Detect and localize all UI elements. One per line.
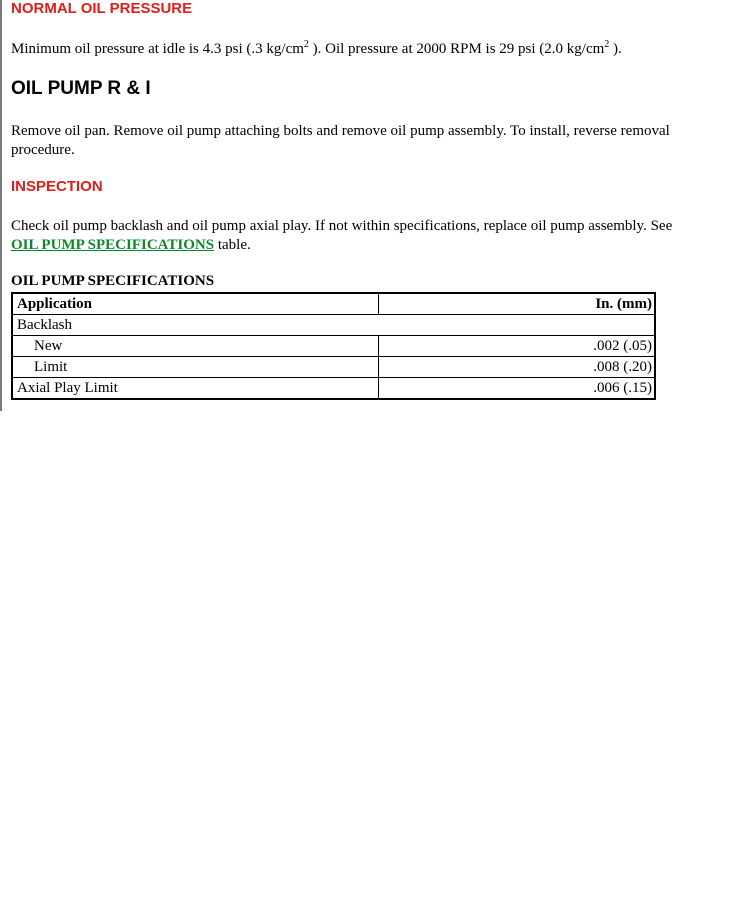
- inspection-text-2: table.: [214, 237, 251, 253]
- header-in-mm: In. (mm): [379, 293, 656, 315]
- oil-pressure-text-2: ). Oil pressure at 2000 RPM is 29 psi (2.0 kg/cm: [308, 41, 605, 57]
- oil-pump-spec-table: [11, 292, 656, 400]
- paragraph-inspection: [11, 217, 681, 255]
- table-header-row: [12, 293, 655, 315]
- row-label-backlash: Backlash: [12, 315, 655, 336]
- row-value-limit: .008 (.20): [379, 357, 656, 378]
- oil-pump-specifications-link[interactable]: OIL PUMP SPECIFICATIONS: [11, 237, 215, 253]
- oil-pressure-text-3: ).: [609, 41, 622, 57]
- row-label-axial-play-limit: Axial Play Limit: [12, 378, 379, 400]
- header-application: Application: [12, 293, 379, 315]
- oil-pressure-text-1: Minimum oil pressure at idle is 4.3 psi (.3 kg/cm: [11, 41, 304, 57]
- left-margin-rule: [0, 0, 2, 411]
- table-row: [12, 378, 655, 400]
- superscript-1: 2: [303, 39, 309, 50]
- heading-oil-pump-ri: OIL PUMP R & I: [11, 78, 151, 99]
- row-label-new: New: [12, 336, 379, 357]
- table-row: [12, 336, 655, 357]
- superscript-2: 2: [604, 39, 610, 50]
- heading-normal-oil-pressure: NORMAL OIL PRESSURE: [11, 0, 193, 17]
- table-title: OIL PUMP SPECIFICATIONS: [11, 273, 215, 289]
- row-value-new: .002 (.05): [379, 336, 656, 357]
- paragraph-oil-pressure: [11, 40, 691, 59]
- table-row: [12, 357, 655, 378]
- row-value-axial-play-limit: .006 (.15): [379, 378, 656, 400]
- inspection-text-1: Check oil pump backlash and oil pump axial play. If not within specifications, replace oil pump assembly. See: [11, 218, 673, 234]
- heading-inspection: INSPECTION: [11, 178, 103, 195]
- row-label-limit: Limit: [12, 357, 379, 378]
- table-row: [12, 315, 655, 336]
- section-normal-oil-pressure: [11, 0, 192, 17]
- paragraph-oil-pump-ri: Remove oil pan. Remove oil pump attaching bolts and remove oil pump assembly. To install, reverse removal procedure.: [11, 123, 670, 158]
